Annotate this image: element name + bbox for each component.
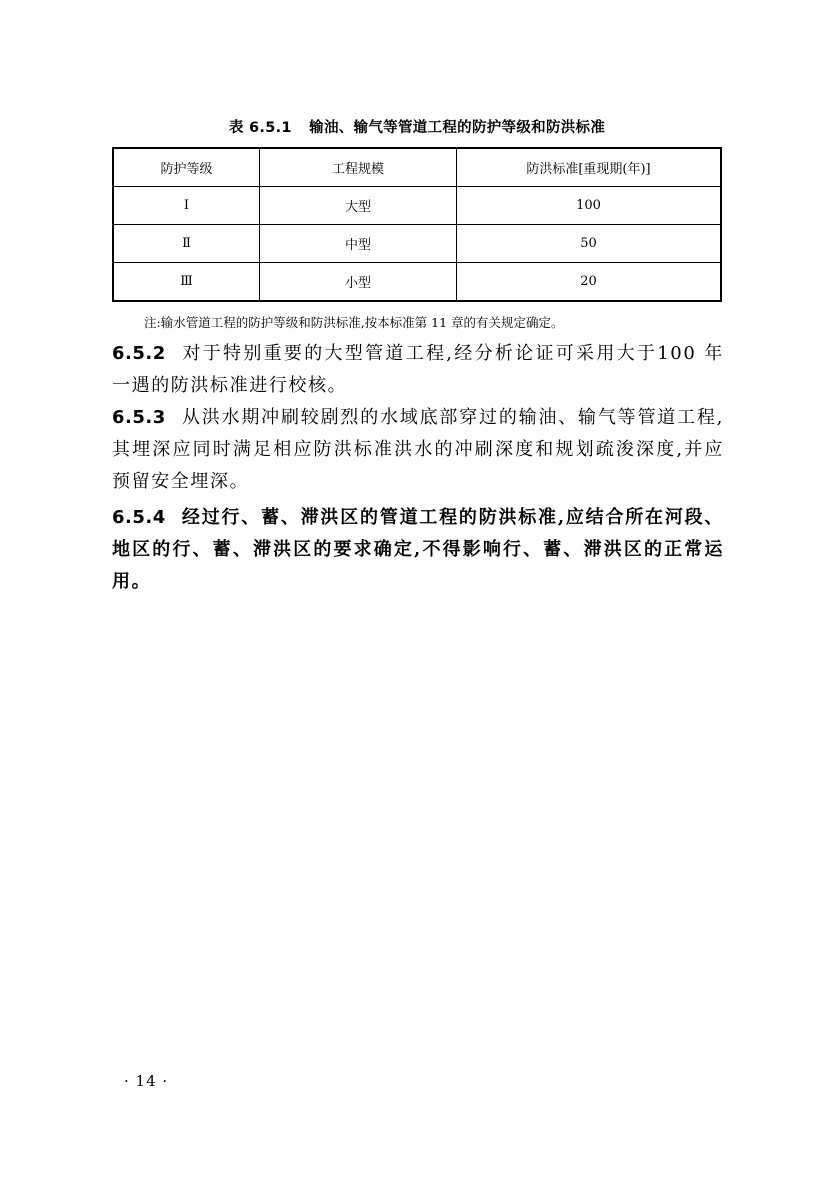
table-caption [112,116,722,137]
table-caption-text: 输油、输气等管道工程的防护等级和防洪标准 [309,120,606,136]
header-flood-standard: 防洪标准[重现期(年)] [457,148,722,187]
cell-project-scale: 大型 [260,187,457,225]
flood-standard-table [112,147,722,302]
header-protection-level: 防护等级 [113,148,260,187]
clause-text: 对于特别重要的大型管道工程,经分析论证可采用大于100 年一遇的防洪标准进行校核。 [112,343,724,396]
table-note: 注:输水管道工程的防护等级和防洪标准,按本标准第 11 章的有关规定确定。 [144,315,564,330]
header-project-scale: 工程规模 [260,148,457,187]
cell-project-scale: 中型 [260,225,457,263]
table-row [113,187,721,225]
clause-6-5-4 [112,502,724,598]
clause-6-5-2 [112,338,724,402]
table-row [113,263,721,302]
clause-number: 6.5.2 [112,343,166,364]
cell-flood-standard: 50 [457,225,722,263]
cell-protection-level: Ⅲ [113,263,260,302]
cell-flood-standard: 100 [457,187,722,225]
cell-protection-level: Ⅱ [113,225,260,263]
cell-protection-level: Ⅰ [113,187,260,225]
table-caption-number: 表 6.5.1 [228,120,292,136]
clause-6-5-3 [112,402,724,498]
cell-flood-standard: 20 [457,263,722,302]
clause-text: 从洪水期冲刷较剧烈的水域底部穿过的输油、输气等管道工程,其埋深应同时满足相应防洪标准洪水的冲刷深度和规划疏浚深度,并应预留安全埋深。 [112,407,724,492]
clause-text: 经过行、蓄、滞洪区的管道工程的防洪标准,应结合所在河段、地区的行、蓄、滞洪区的要求确定,不得影响行、蓄、滞洪区的正常运用。 [112,507,724,592]
page-number: · 14 · [124,1072,169,1090]
clause-number: 6.5.4 [112,507,166,528]
cell-project-scale: 小型 [260,263,457,302]
table-header-row [113,148,721,187]
clause-number: 6.5.3 [112,407,166,428]
table-row [113,225,721,263]
